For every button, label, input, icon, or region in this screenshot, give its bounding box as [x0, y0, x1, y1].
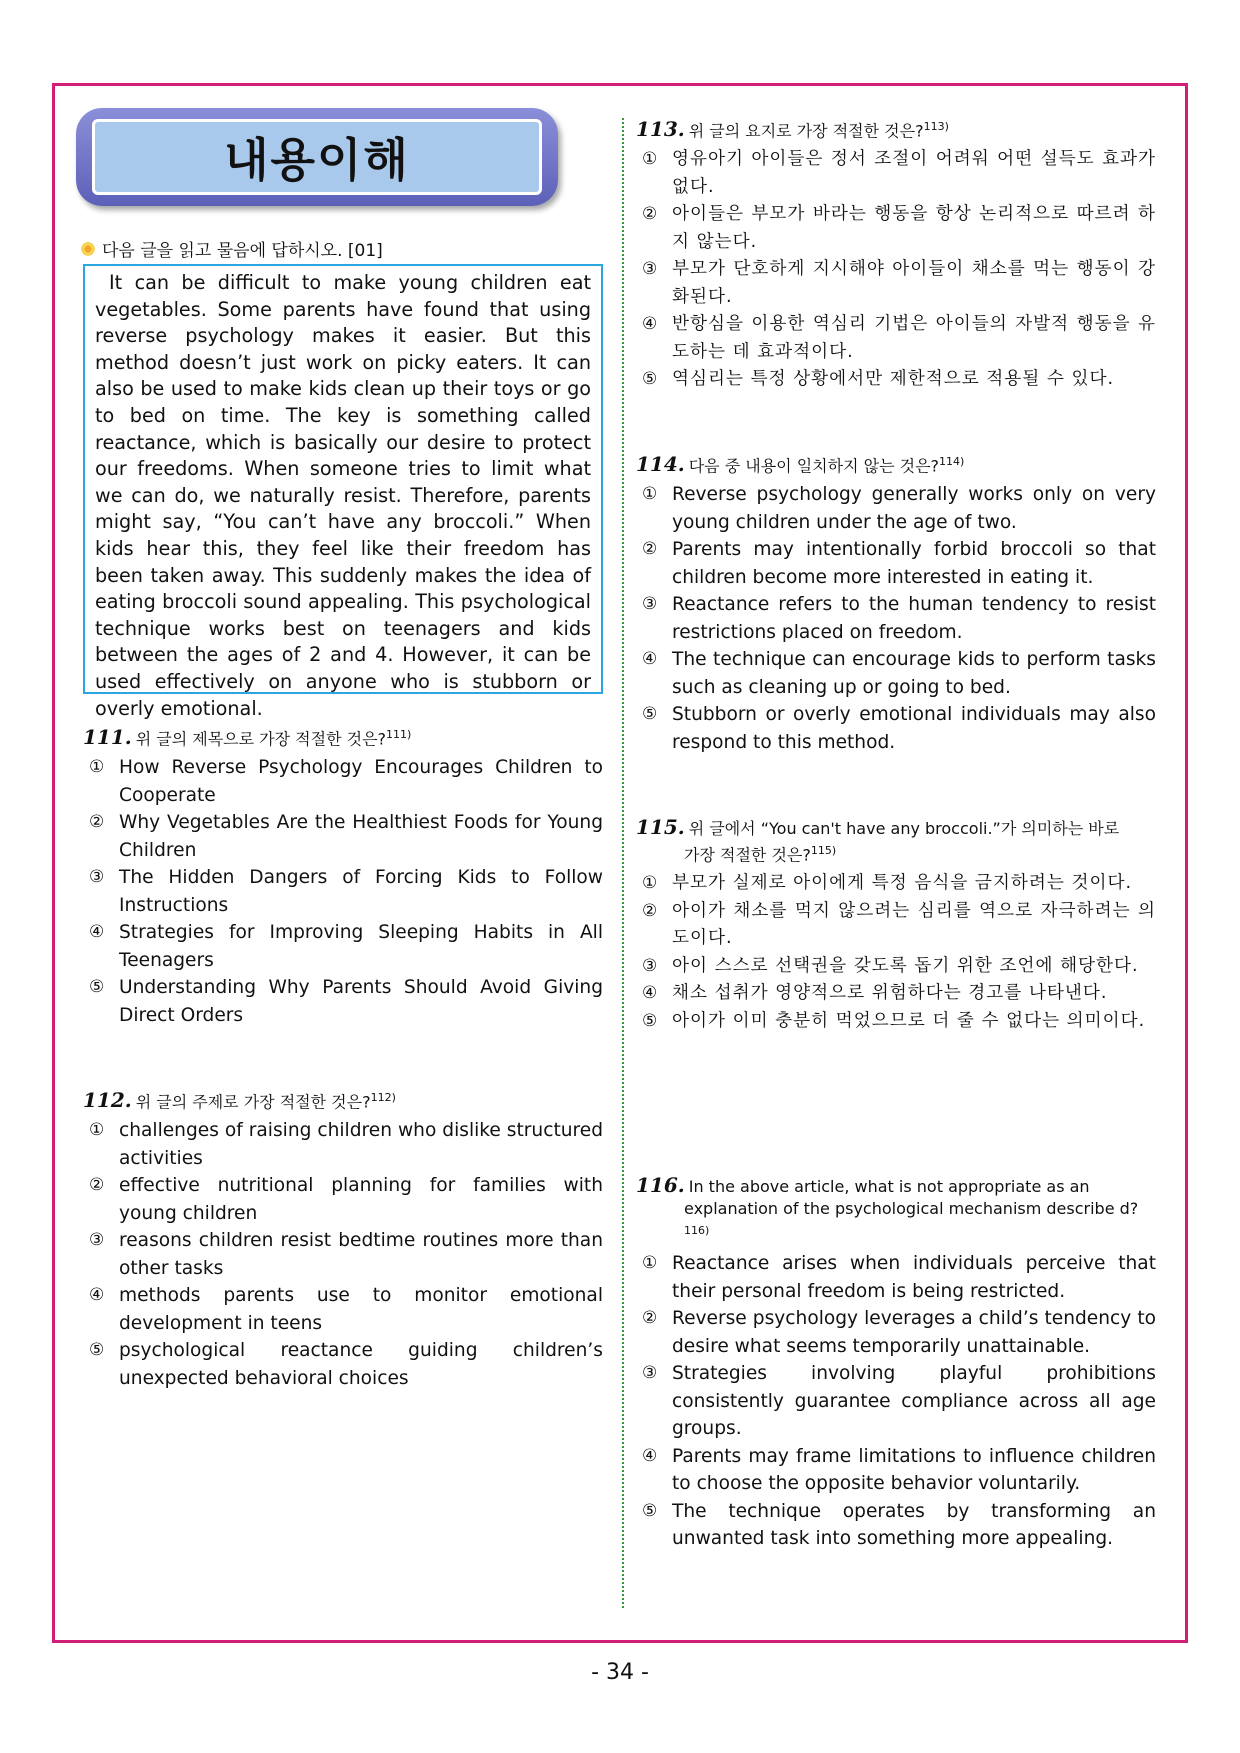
option-text: 역심리는 특정 상황에서만 제한적으로 적용될 수 있다.	[672, 369, 1115, 390]
question-ref: 111)	[386, 728, 412, 741]
question-prompt: 위 글의 주제로 가장 적절한 것은?	[135, 1092, 371, 1112]
option-marker: ③	[642, 259, 659, 280]
option-marker: ①	[642, 1253, 658, 1274]
option-marker: ①	[89, 1120, 105, 1141]
question-prompt: In the above article, what is not appropriate as an	[688, 1177, 1090, 1196]
question-112	[83, 1087, 603, 1392]
question-ref: 115)	[810, 844, 837, 857]
option-text: Reactance refers to the human tendency to resist restrictions placed on freedom.	[672, 594, 1156, 643]
option-1[interactable]	[636, 481, 1156, 536]
section-title: 내용이해	[224, 133, 410, 187]
option-3[interactable]	[636, 1360, 1156, 1443]
question-prompt: 위 글의 제목으로 가장 적절한 것은?	[135, 729, 387, 749]
question-prompt: 위 글의 요지로 가장 적절한 것은?	[688, 121, 924, 141]
option-5[interactable]	[83, 1337, 603, 1392]
option-marker: ⑤	[642, 369, 659, 390]
option-marker: ②	[642, 204, 659, 225]
option-marker: ④	[642, 983, 659, 1004]
option-4[interactable]	[636, 646, 1156, 701]
question-header	[636, 816, 1156, 866]
option-marker: ②	[642, 1308, 658, 1329]
option-text: Stubborn or overly emotional individuals may also respond to this method.	[672, 704, 1156, 753]
instruction	[80, 236, 383, 261]
option-marker: ②	[89, 812, 105, 833]
question-116	[636, 1174, 1156, 1553]
option-marker: ①	[642, 149, 659, 170]
option-1[interactable]	[636, 1250, 1156, 1305]
option-text: Understanding Why Parents Should Avoid Giving Direct Orders	[119, 977, 603, 1026]
option-marker: ②	[642, 539, 658, 560]
option-marker: ③	[642, 1363, 658, 1384]
option-2[interactable]	[636, 1305, 1156, 1360]
option-text: How Reverse Psychology Encourages Children to Cooperate	[119, 757, 603, 806]
option-text: methods parents use to monitor emotional development in teens	[119, 1285, 603, 1334]
option-marker: ③	[89, 867, 105, 888]
option-text: 영유아기 아이들은 정서 조절이 어려워 어떤 설득도 효과가 없다.	[672, 149, 1156, 197]
option-4[interactable]	[636, 980, 1156, 1008]
option-text: The Hidden Dangers of Forcing Kids to Follow Instructions	[119, 867, 603, 916]
option-marker: ⑤	[642, 1010, 659, 1031]
option-marker: ③	[642, 594, 658, 615]
option-text: Strategies involving playful prohibitions consistently guarantee compliance across all age groups.	[672, 1363, 1156, 1440]
option-5[interactable]	[83, 974, 603, 1029]
option-marker: ⑤	[642, 704, 658, 725]
option-text: reasons children resist bedtime routines more than other tasks	[119, 1230, 603, 1279]
option-marker: ④	[89, 922, 105, 943]
option-5[interactable]	[636, 1008, 1156, 1036]
option-marker: ⑤	[89, 1340, 105, 1361]
option-text: 아이가 채소를 먹지 않으려는 심리를 역으로 자극하려는 의도이다.	[672, 900, 1156, 949]
option-text: Reactance arises when individuals perceive that their personal freedom is being restricted.	[672, 1253, 1156, 1302]
question-header	[636, 116, 1156, 142]
option-text: Reverse psychology generally works only on very young children under the age of two.	[672, 484, 1156, 533]
option-text: Parents may intentionally forbid broccoli so that children become more interested in eating it.	[672, 539, 1156, 588]
question-header	[83, 1087, 603, 1113]
option-marker: ④	[642, 314, 659, 335]
option-3[interactable]	[83, 864, 603, 919]
option-4[interactable]	[83, 1282, 603, 1337]
option-1[interactable]	[636, 146, 1156, 201]
option-marker: ②	[642, 900, 659, 921]
question-number: 113.	[636, 117, 685, 142]
option-text: Why Vegetables Are the Healthiest Foods for Young Children	[119, 812, 603, 861]
question-ref: 113)	[923, 120, 949, 133]
option-marker: ⑤	[642, 1500, 658, 1521]
option-text: 아이가 이미 충분히 먹었으므로 더 줄 수 없다는 의미이다.	[672, 1010, 1146, 1031]
option-text: Strategies for Improving Sleeping Habits in All Teenagers	[119, 922, 603, 971]
option-3[interactable]	[83, 1227, 603, 1282]
option-marker: ①	[642, 873, 659, 894]
option-5[interactable]	[636, 366, 1156, 394]
question-prompt-line2: 가장 적절한 것은?	[684, 845, 811, 865]
question-prompt: 다음 중 내용이 일치하지 않는 것은?	[688, 456, 940, 476]
question-ref: 114)	[939, 455, 965, 468]
option-marker: ①	[642, 484, 658, 505]
question-number: 114.	[636, 452, 685, 477]
option-marker: ⑤	[89, 977, 105, 998]
option-text: 부모가 단호하게 지시해야 아이들이 채소를 먹는 행동이 강화된다.	[672, 259, 1156, 307]
option-list	[83, 754, 603, 1029]
option-marker: ③	[89, 1230, 105, 1251]
option-text: effective nutritional planning for families with young children	[119, 1175, 603, 1224]
option-4[interactable]	[636, 1443, 1156, 1498]
option-list	[83, 1117, 603, 1392]
page-number: - 34 -	[591, 1660, 649, 1685]
flower-bullet-icon	[80, 241, 96, 257]
option-2[interactable]	[83, 809, 603, 864]
option-text: 부모가 실제로 아이에게 특정 음식을 금지하려는 것이다.	[672, 873, 1133, 894]
question-ref: 112)	[370, 1091, 396, 1104]
reading-passage-box	[83, 264, 603, 720]
option-list	[636, 481, 1156, 756]
option-2[interactable]	[636, 201, 1156, 256]
option-list	[636, 870, 1156, 1035]
question-113	[636, 116, 1156, 394]
question-number: 116.	[636, 1173, 685, 1197]
option-5[interactable]	[636, 1498, 1156, 1553]
question-header	[636, 1174, 1156, 1246]
option-3[interactable]	[636, 953, 1156, 981]
option-4[interactable]	[636, 311, 1156, 366]
option-marker: ③	[642, 955, 659, 976]
option-text: 채소 섭취가 영양적으로 위험하다는 경고를 나타낸다.	[672, 983, 1108, 1004]
question-ref: 116)	[684, 1224, 710, 1237]
question-number: 115.	[636, 815, 685, 839]
question-number: 112.	[83, 1088, 132, 1113]
option-text: 아이들은 부모가 바라는 행동을 항상 논리적으로 따르려 하지 않는다.	[672, 204, 1156, 252]
option-4[interactable]	[83, 919, 603, 974]
question-prompt: 위 글에서 “You can't have any broccoli.”가 의미하는 바로	[688, 819, 1120, 838]
option-marker: ④	[89, 1285, 105, 1306]
option-text: Reverse psychology leverages a child’s tendency to desire what seems temporarily unattainable.	[672, 1308, 1156, 1357]
option-2[interactable]	[636, 898, 1156, 953]
option-1[interactable]	[83, 754, 603, 809]
option-text: The technique can encourage kids to perform tasks such as cleaning up or going to bed.	[672, 649, 1156, 698]
question-115	[636, 816, 1156, 1035]
option-3[interactable]	[636, 256, 1156, 311]
option-text: 아이 스스로 선택권을 갖도록 돕기 위한 조언에 해당한다.	[672, 955, 1139, 976]
option-text: The technique operates by transforming an unwanted task into something more appealing.	[672, 1500, 1156, 1550]
question-111	[83, 724, 603, 1029]
section-title-inner	[92, 119, 542, 195]
option-text: 반항심을 이용한 역심리 기법은 아이들의 자발적 행동을 유도하는 데 효과적이다.	[672, 314, 1156, 362]
passage-text: It can be difficult to make young children eat vegetables. Some parents have found that using reverse psychology makes it easier. But this method doesn’t just work on picky eaters. It can also be used to make kids clean up their toys or go to bed on time. The key is something called reactance, which is basically our desire to protect our freedoms. When someone tries to limit what we can do, we naturally resist. Therefore, parents might say, “You can’t have any broccoli.” When kids hear this, they feel like their freedom has been taken away. This suddenly makes the idea of eating broccoli sound appealing. This psychological technique works best on teenagers and kids between the ages of 2 and 4. However, it can be used effectively on anyone who is stubborn or overly emotional.	[95, 271, 591, 720]
option-list	[636, 1250, 1156, 1553]
option-5[interactable]	[636, 701, 1156, 756]
question-114	[636, 451, 1156, 756]
option-text: Parents may frame limitations to influence children to choose the opposite behavior voluntarily.	[672, 1445, 1156, 1495]
option-2[interactable]	[636, 536, 1156, 591]
question-header	[83, 724, 603, 750]
question-number: 111.	[83, 725, 132, 750]
question-header	[636, 451, 1156, 477]
option-1[interactable]	[83, 1117, 603, 1172]
column-divider	[622, 118, 624, 1608]
question-prompt-line2: explanation of the psychological mechanism describe d?	[684, 1199, 1139, 1218]
instruction-text: 다음 글을 읽고 물음에 답하시오. [01]	[102, 241, 383, 261]
option-marker: ②	[89, 1175, 105, 1196]
option-2[interactable]	[83, 1172, 603, 1227]
section-title-box	[76, 108, 558, 206]
option-marker: ①	[89, 757, 105, 778]
option-text: psychological reactance guiding children’s unexpected behavioral choices	[119, 1340, 603, 1389]
option-list	[636, 146, 1156, 394]
option-marker: ④	[642, 649, 658, 670]
option-text: challenges of raising children who dislike structured activities	[119, 1120, 603, 1169]
option-1[interactable]	[636, 870, 1156, 898]
option-3[interactable]	[636, 591, 1156, 646]
option-marker: ④	[642, 1445, 658, 1466]
